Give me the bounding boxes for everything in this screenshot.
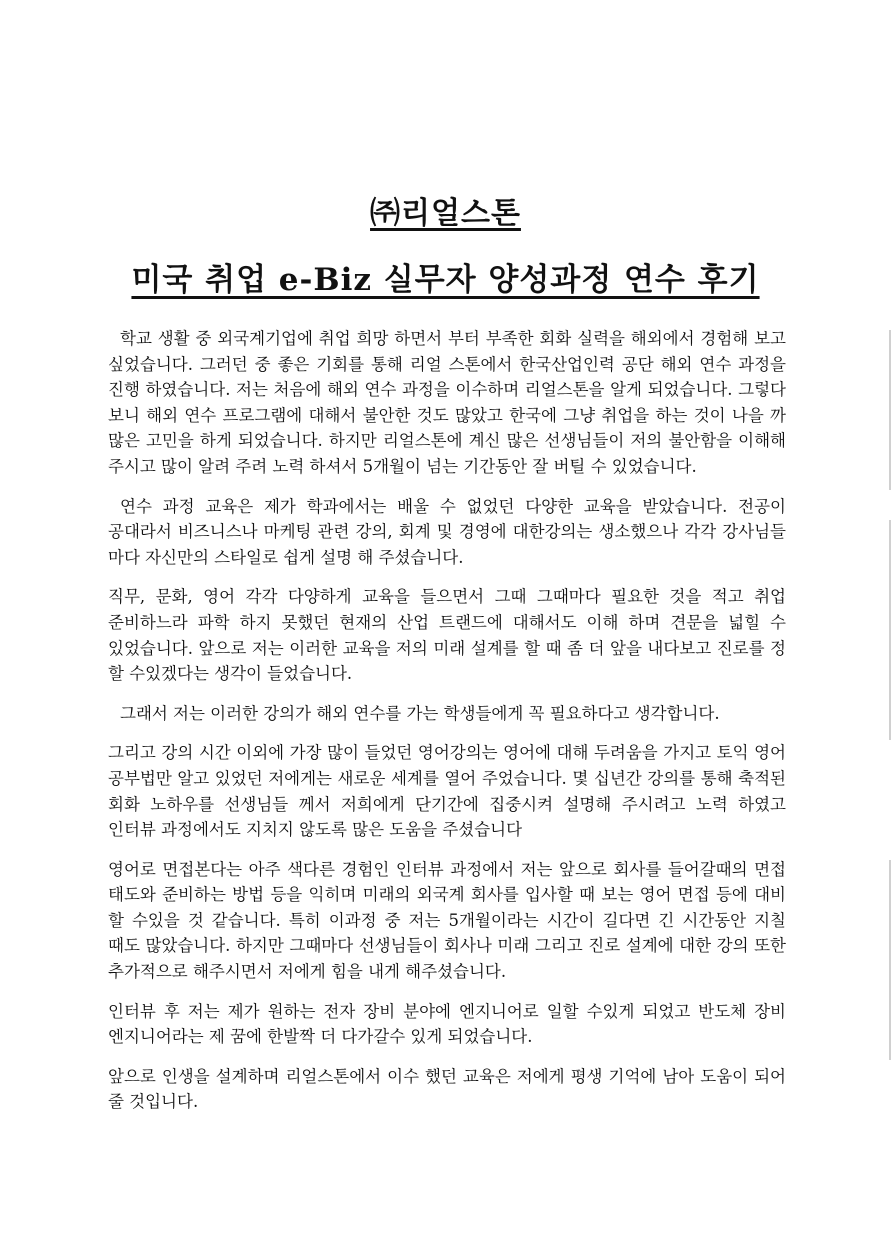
paragraph-8: 앞으로 인생을 설계하며 리얼스톤에서 이수 했던 교육은 저에게 평생 기억에 남아 도움이 되어 줄 것입니다.: [108, 1066, 786, 1112]
company-title: ㈜리얼스톤: [370, 196, 521, 231]
paragraph-6: 영어로 면접본다는 아주 색다른 경험인 인터뷰 과정에서 저는 앞으로 회사를 들어갈때의 면접 태도와 준비하는 방법 등을 익히며 미래의 외국계 회사를 입사할 때 보는 영어 면접 등에 대비 할 수있을 것 같습니다. 특히 이과정 중 저는 5개월이라는 시간이 길다면 긴 시간동안 지칠 때도 많았습니다. 하지만 그때마다 선생님들이 회사나 미래 그리고 진로 설계에 대한 강의 또한 추가적으로 해주시면서 저에게 힘을 내게 해주셨습니다.: [108, 859, 786, 982]
title-block: [0, 188, 891, 298]
paragraph-1: 학교 생활 중 외국계기업에 취업 희망 하면서 부터 부족한 회화 실력을 해외에서 경험해 보고 싶었습니다. 그러던 중 좋은 기회를 통해 리얼 스톤에서 한국산업인력 공단 해외 연수 과정을 진행 하였습니다. 저는 처음에 해외 연수 과정을 이수하며 리얼스톤을 알게 되었습니다. 그렇다 보니 해외 연수 프로그램에 대해서 불안한 것도 많았고 한국에 그냥 취업을 하는 것이 나을 까 많은 고민을 하게 되었습니다. 하지만 리얼스톤에 계신 많은 선생님들이 저의 불안함을 이해해 주시고 많이 알려 주려 노력 하셔서 5개월이 넘는 기간동안 잘 버틸 수 있었습니다.: [108, 329, 786, 476]
paragraph-5: 그리고 강의 시간 이외에 가장 많이 들었던 영어강의는 영어에 대해 두려움을 가지고 토익 영어 공부법만 알고 있었던 저에게는 새로운 세계를 열어 주었습니다. 몇 십년간 강의를 통해 축적된 회화 노하우를 선생님들 께서 저희에게 단기간에 집중시켜 설명해 주시려고 노력 하였고 인터뷰 과정에서도 지치지 않도록 많은 도움을 주셨습니다: [108, 743, 786, 840]
document-body: [108, 326, 786, 1115]
paragraph-2: 연수 과정 교육은 제가 학과에서는 배울 수 없었던 다양한 교육을 받았습니다. 전공이 공대라서 비즈니스나 마케팅 관련 강의, 회계 및 경영에 대한강의는 생소했으나 각각 강사님들 마다 자신만의 스타일로 쉽게 설명 해 주셨습니다.: [108, 496, 786, 567]
paragraph-7: 인터뷰 후 저는 제가 원하는 전자 장비 분야에 엔지니어로 일할 수있게 되었고 반도체 장비 엔지니어라는 제 꿈에 한발짝 더 다가갈수 있게 되었습니다.: [108, 1001, 786, 1047]
main-title: 미국 취업 e-Biz 실무자 양성과정 연수 후기: [131, 262, 760, 298]
paragraph-4: 그래서 저는 이러한 강의가 해외 연수를 가는 학생들에게 꼭 필요하다고 생각합니다.: [120, 703, 720, 723]
paragraph-3: 직무, 문화, 영어 각각 다양하게 교육을 들으면서 그때 그때마다 필요한 것을 적고 취업 준비하느라 파학 하지 못했던 현재의 산업 트랜드에 대해서도 이해 하며 견문을 넓힐 수 있었습니다. 앞으로 저는 이러한 교육을 저의 미래 설계를 할 때 좀 더 앞을 내다보고 진로를 정 할 수있겠다는 생각이 들었습니다.: [108, 587, 786, 684]
